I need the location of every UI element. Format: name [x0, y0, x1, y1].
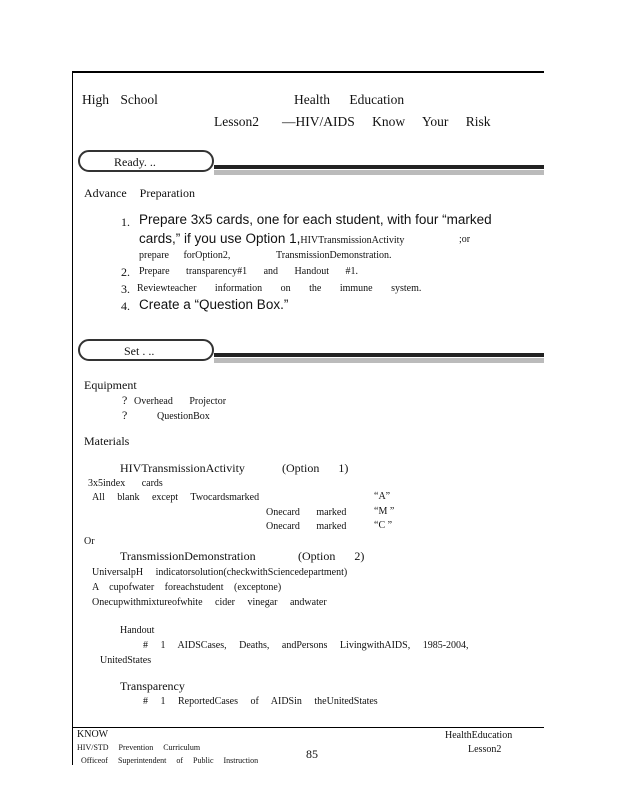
- option2-line: UniversalpH indicatorsolution(checkwithSciencedepartment): [92, 567, 348, 578]
- handout-line: UnitedStates: [100, 655, 152, 666]
- section-rule-gray: [214, 170, 544, 175]
- list-item-text: Prepare transparency#1 and Handout #1.: [139, 266, 358, 277]
- list-number: 1.: [121, 215, 130, 229]
- materials-heading: Materials: [84, 434, 130, 448]
- section-rule-gray: [214, 358, 544, 363]
- list-item-fragment: prepare forOption2,: [139, 250, 231, 261]
- question-mark-icon: ?: [122, 408, 128, 422]
- list-item-text: [139, 230, 404, 248]
- set-label: Set . ..: [124, 344, 155, 358]
- section-rule-dark: [214, 353, 544, 357]
- footer-lesson: Lesson2: [468, 744, 502, 755]
- option1-line: 3x5index cards: [88, 478, 163, 489]
- or-label: Or: [84, 536, 95, 547]
- list-item-text: Reviewteacher information on the immune system.: [137, 283, 422, 294]
- footer-course: HealthEducation: [445, 730, 513, 741]
- list-item-fragment: TransmissionDemonstration.: [276, 250, 392, 261]
- option2-tag: (Option 2): [298, 549, 365, 563]
- option1-line: All blank except Twocardsmarked: [92, 492, 260, 503]
- footer-know: KNOW: [77, 729, 109, 740]
- list-item-fragment: cards,” if you use: [139, 231, 246, 246]
- advance-preparation-heading: Advance Preparation: [84, 186, 195, 200]
- section-rule-dark: [214, 165, 544, 169]
- option1-tag: (Option 1): [282, 461, 349, 475]
- list-item-fragment: Option 1,: [245, 231, 301, 246]
- equipment-item: Overhead Projector: [134, 396, 227, 407]
- transparency-heading: Transparency: [120, 679, 185, 693]
- page-number: 85: [306, 747, 318, 761]
- option2-line: Onecupwithmixtureofwhite cider vinegar andwater: [92, 597, 327, 608]
- footer-curriculum: HIV/STD Prevention Curriculum: [77, 743, 201, 752]
- page-frame-top-rule: [72, 71, 544, 73]
- transparency-line: # 1 ReportedCases of AIDSin theUnitedStates: [143, 696, 378, 707]
- header-lesson: Lesson2: [214, 114, 259, 129]
- equipment-item: QuestionBox: [157, 411, 210, 422]
- list-number: 2.: [121, 265, 130, 279]
- header-school: High School: [82, 92, 158, 107]
- ready-label: Ready. ..: [114, 155, 156, 169]
- question-mark-icon: ?: [122, 393, 128, 407]
- page-frame-left-rule: [72, 71, 73, 765]
- header-course: Health Education: [294, 92, 405, 107]
- list-item-text: Prepare 3x5 cards, one for each student, with four “marked: [139, 212, 492, 227]
- equipment-heading: Equipment: [84, 378, 137, 392]
- footer-rule: [72, 727, 544, 728]
- handout-heading: Handout: [120, 625, 155, 636]
- option1-title: HIVTransmissionActivity: [120, 461, 245, 475]
- list-number: 3.: [121, 282, 130, 296]
- list-item-fragment: ;or: [459, 234, 471, 245]
- header-topic: —HIV/AIDS Know Your Risk: [282, 114, 491, 129]
- marked-card: Onecard marked: [266, 507, 347, 518]
- marked-letter: “M ”: [374, 506, 395, 517]
- set-section-tab: [78, 339, 214, 361]
- ready-section-tab: [78, 150, 214, 172]
- list-item-fragment: HIVTransmissionActivity: [300, 235, 405, 246]
- option2-line: A cupofwater foreachstudent (exceptone): [92, 582, 282, 593]
- handout-line: # 1 AIDSCases, Deaths, andPersons LivingwithAIDS, 1985-2004,: [143, 640, 469, 651]
- marked-letter: “A”: [374, 491, 391, 502]
- marked-card: Onecard marked: [266, 521, 347, 532]
- list-item-text: Create a “Question Box.”: [139, 297, 289, 312]
- list-number: 4.: [121, 299, 130, 313]
- footer-office: Officeof Superintendent of Public Instruction: [81, 756, 259, 765]
- option2-title: TransmissionDemonstration: [120, 549, 256, 563]
- marked-letter: “C ”: [374, 520, 393, 531]
